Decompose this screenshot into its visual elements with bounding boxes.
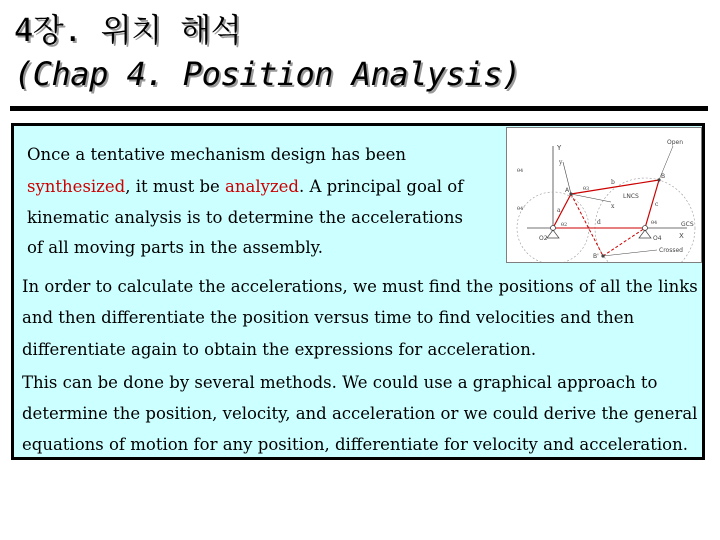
intro-line-2-end: . A principal goal of: [298, 177, 464, 196]
label-theta-crossed-side: θ4': [517, 206, 525, 212]
label-open: Open: [667, 139, 684, 146]
joint-b-crossed: [601, 254, 604, 257]
label-joint-b: B: [661, 173, 666, 180]
intro-line-3: kinematic analysis is to determine the accelerations: [27, 208, 463, 227]
label-o4: O4: [653, 235, 662, 242]
paragraph1-line-1: In order to calculate the accelerations, we must find the positions of all the links: [22, 277, 698, 296]
callout-crossed: [603, 250, 657, 256]
title-korean: 4장. 위치 해석: [14, 11, 242, 49]
paragraph2-line-2: determine the position, velocity, and acceleration or we could derive the general: [22, 404, 698, 423]
joint-a: [569, 192, 572, 195]
title-divider: [10, 106, 708, 111]
paragraph1-line-3: differentiate again to obtain the expressions for acceleration.: [22, 340, 537, 359]
intro-line-2: [27, 172, 463, 202]
label-theta2: θ2: [561, 222, 568, 228]
label-gcs: GCS: [681, 221, 694, 228]
highlight-analyzed: analyzed: [225, 177, 299, 196]
label-x: X: [679, 232, 684, 240]
label-theta3: θ3: [583, 186, 590, 192]
paragraph2-line-1: This can be done by several methods. We could use a graphical approach to: [22, 373, 658, 392]
intro-line-1: Once a tentative mechanism design has been: [27, 145, 406, 164]
intro-line-2-mid: , it must be: [125, 177, 226, 196]
title-english: (Chap 4. Position Analysis): [14, 55, 521, 93]
label-theta-open-side: θ4: [517, 168, 524, 174]
highlight-synthesized: synthesized: [27, 177, 126, 196]
label-a-link: a: [557, 207, 561, 214]
label-crossed: Crossed: [659, 247, 683, 254]
ground-symbol-o2: [547, 230, 559, 238]
label-d: d: [597, 219, 601, 226]
joint-b: [657, 178, 660, 181]
label-theta4: θ4: [651, 220, 658, 226]
label-joint-b-crossed: B': [593, 253, 599, 260]
label-joint-a: A: [565, 187, 570, 194]
label-lncs: LNCS: [623, 193, 639, 200]
callout-open: [659, 146, 673, 180]
intro-line-4: of all moving parts in the assembly.: [27, 238, 323, 257]
paragraph2-line-3: equations of motion for any position, differentiate for velocity and acceleration.: [22, 435, 688, 454]
label-b-link: b: [611, 179, 615, 186]
label-local-y: y: [559, 159, 563, 166]
label-y: Y: [557, 144, 562, 152]
label-o2: O2: [539, 235, 548, 242]
fourbar-linkage-figure: [506, 127, 702, 263]
label-c-link: c: [655, 201, 659, 208]
slide-title: [14, 8, 704, 96]
label-local-x: x: [611, 203, 615, 210]
paragraph1-line-2: and then differentiate the position versus time to find velocities and then: [22, 308, 635, 327]
linkage-diagram: [507, 128, 701, 262]
